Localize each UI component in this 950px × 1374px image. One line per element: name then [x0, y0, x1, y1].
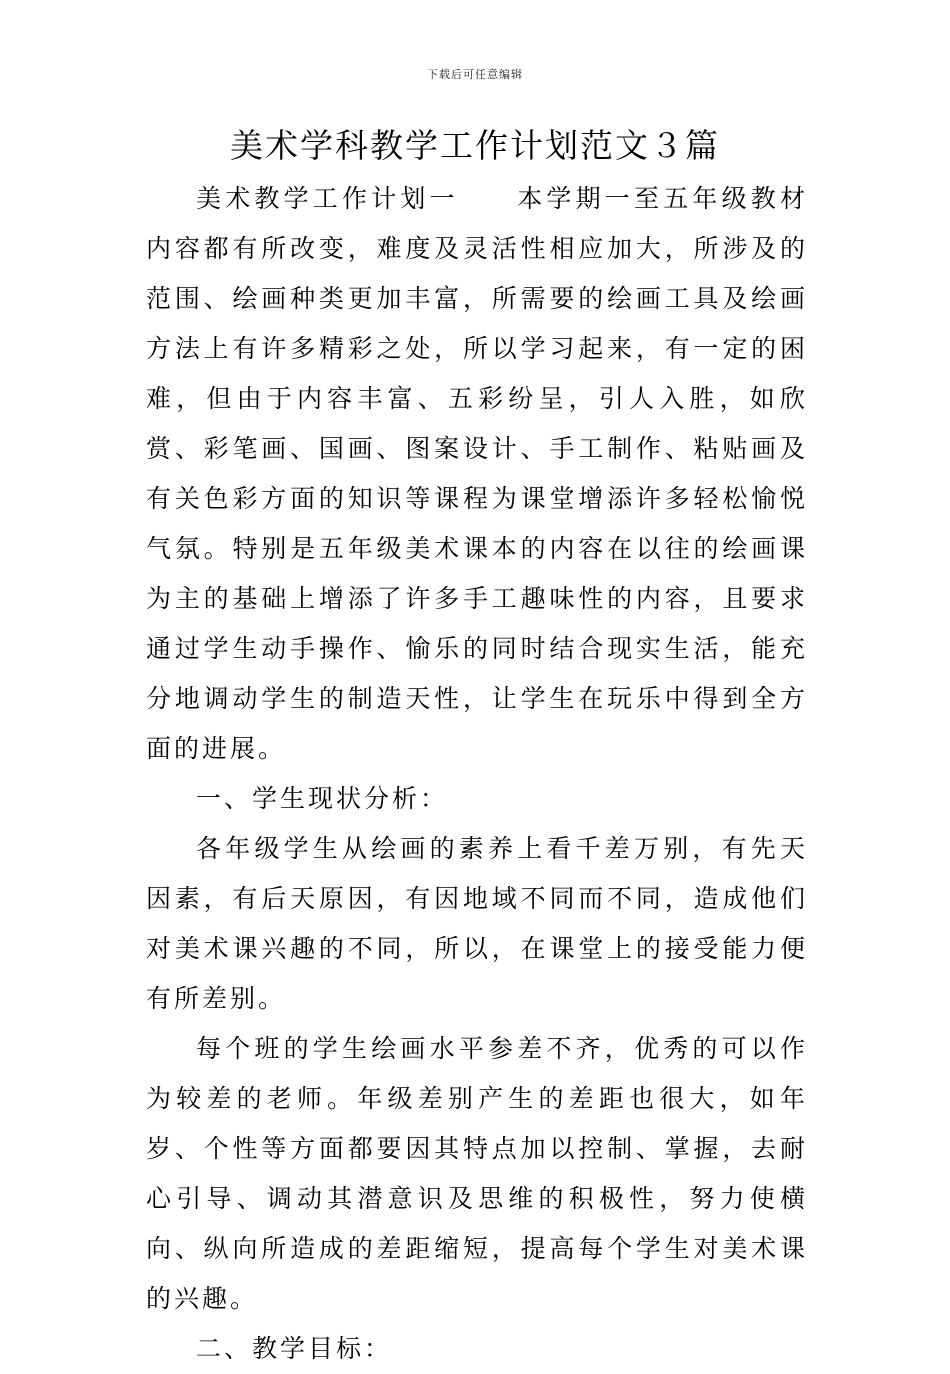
section-heading-teaching-goals: 二、教学目标：	[196, 1334, 393, 1363]
paragraph-student-differences: 各年级学生从绘画的素养上看千差万别，有先天因素，有后天原因，有因地域不同而不同，造成他们对美术课兴趣的不同，所以，在课堂上的接受能力便有所差别。	[146, 834, 808, 1013]
paragraph-class-levels: 每个班的学生绘画水平参差不齐，优秀的可以作为较差的老师。年级差别产生的差距也很大，如年岁、个性等方面都要因其特点加以控制、掌握，去耐心引导、调动其潜意识及思维的积极性，努力使横向、纵向所造成的差距缩短，提高每个学生对美术课的兴趣。	[146, 1034, 808, 1313]
paragraph-intro: 美术教学工作计划一 本学期一至五年级教材内容都有所改变，难度及灵活性相应加大，所涉及的范围、绘画种类更加丰富，所需要的绘画工具及绘画方法上有许多精彩之处，所以学习起来，有一定的困难，但由于内容丰富、五彩纷呈，引人入胜，如欣赏、彩笔画、国画、图案设计、手工制作、粘贴画及有关色彩方面的知识等课程为课堂增添许多轻松愉悦气氛。特别是五年级美术课本的内容在以往的绘画课为主的基础上增添了许多手工趣味性的内容，且要求通过学生动手操作、愉乐的同时结合现实生活，能充分地调动学生的制造天性，让学生在玩乐中得到全方面的进展。	[146, 184, 808, 763]
document-body	[146, 174, 808, 1374]
section-heading-student-analysis: 一、学生现状分析：	[196, 784, 449, 813]
document-title: 美术学科教学工作计划范文３篇	[230, 126, 720, 165]
header-note: 下载后可任意编辑	[427, 68, 523, 81]
